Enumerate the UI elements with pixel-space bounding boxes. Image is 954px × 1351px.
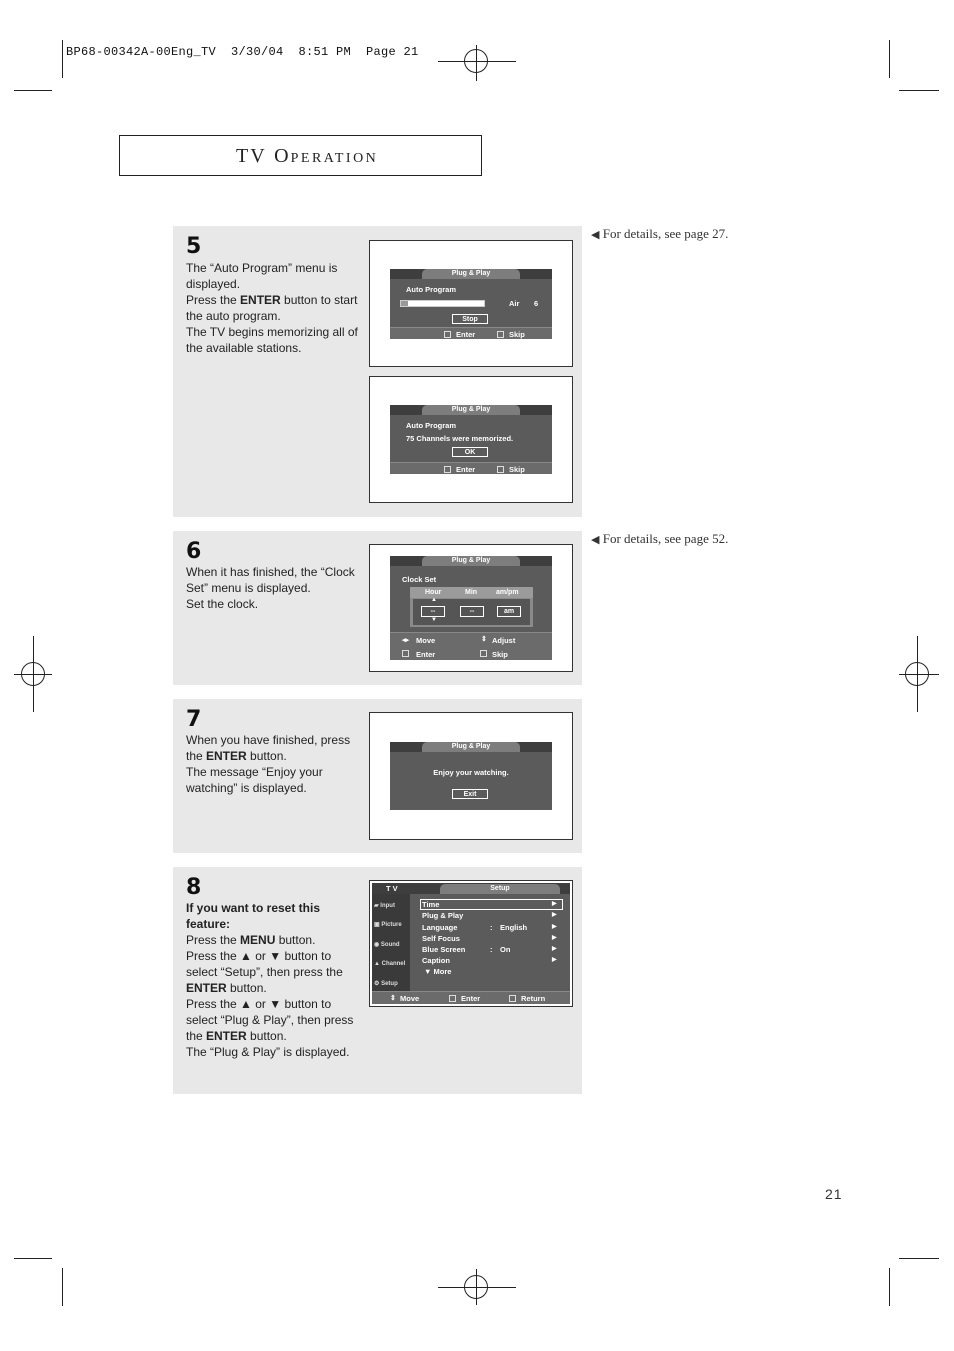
osd-label: Auto Program [406, 421, 457, 430]
osd-footer [390, 462, 552, 474]
input-icon: ▰ [374, 903, 379, 909]
screen-setup-menu [369, 880, 573, 1007]
ampm-field[interactable]: am [497, 606, 521, 617]
screen-clock-set [369, 544, 573, 672]
setup-item-caption[interactable]: Caption [422, 956, 450, 965]
osd-footer [390, 632, 552, 660]
screen-memorized [369, 376, 573, 503]
osd-menu [390, 556, 552, 660]
setup-item-plug-play[interactable]: Plug & Play [422, 911, 464, 920]
clock-set-label: Clock Set [402, 575, 437, 584]
osd-title: Plug & Play [422, 405, 520, 415]
registration-mark-left [14, 636, 52, 712]
left-right-icon: ◂▸ [402, 637, 410, 644]
return-label: Return [521, 994, 546, 1003]
sidebar-item-picture[interactable]: ▣ Picture [374, 922, 402, 928]
step-text: If you want to reset this feature: Press the MENU button. Press the ▲ or ▼ button to select “Setup”, then press the ENTER button. Press the ▲ or ▼ button to select “Plug & Play”, then press the ENTER button. The “Plug & Play” is displayed. [186, 901, 354, 1059]
arrow-left-icon: ◀ [591, 229, 600, 241]
osd-menu [390, 269, 552, 339]
step-text: The “Auto Program” menu is displayed. Press the ENTER button to start the auto program. The TV begins memorizing all of the available stations. [186, 261, 358, 355]
enter-icon [449, 995, 456, 1002]
separator: : [490, 923, 493, 932]
step-8-panel [173, 867, 582, 1094]
print-slug: BP68-00342A-00Eng_TV 3/30/04 8:51 PM Page 21 [66, 45, 419, 59]
clock-fields [410, 587, 533, 627]
section-title: TV OPERATION [236, 145, 379, 167]
setup-selection [420, 899, 563, 910]
separator: : [490, 945, 493, 954]
enter-icon [444, 331, 451, 338]
arrow-right-icon: ▶ [552, 957, 557, 963]
step-text: When it has finished, the “Clock Set” menu is displayed. Set the clock. [186, 565, 355, 611]
skip-label: Skip [509, 330, 525, 339]
step-number: 8 [186, 875, 202, 900]
skip-icon [497, 331, 504, 338]
channel-icon: ▲ [374, 961, 380, 967]
crop-mark [889, 40, 890, 78]
step-text: When you have finished, press the ENTER button. The message “Enjoy your watching” is displayed. [186, 733, 351, 795]
enjoy-message: Enjoy your watching. [433, 768, 509, 777]
crop-mark [14, 1258, 52, 1259]
up-down-icon: ⇕ [390, 995, 396, 1002]
air-label: Air [509, 299, 520, 308]
osd-label: Auto Program [406, 285, 457, 294]
osd-footer [372, 991, 570, 1004]
side-note: ◀ For details, see page 27. [591, 226, 729, 241]
skip-icon [497, 466, 504, 473]
arrow-right-icon: ▶ [552, 924, 557, 930]
down-arrow-icon[interactable]: ▼ [431, 617, 437, 623]
skip-icon [480, 650, 487, 657]
sidebar-item-setup[interactable]: ⚙ Setup [374, 981, 398, 987]
progress-bar [400, 300, 485, 307]
up-down-icon: ⇕ [481, 636, 487, 643]
stop-button[interactable]: Stop [452, 314, 488, 324]
move-label: Move [416, 636, 436, 645]
enter-label: Enter [416, 650, 436, 659]
setup-item-self-focus[interactable]: Self Focus [422, 934, 460, 943]
min-field[interactable]: -- [460, 606, 484, 617]
sidebar-item-channel[interactable]: ▲ Channel [374, 961, 406, 967]
section-title-box [119, 135, 482, 176]
arrow-left-icon: ◀ [591, 534, 600, 546]
tv-label: T V [386, 884, 398, 893]
crop-mark [62, 40, 63, 78]
setup-icon: ⚙ [374, 981, 380, 987]
enter-label: Enter [456, 330, 476, 339]
setup-item-language[interactable]: Language [422, 923, 458, 932]
osd-menu [372, 883, 570, 1004]
sound-icon: ◉ [374, 942, 380, 948]
sidebar-item-input[interactable]: ▰ Input [374, 903, 395, 909]
picture-icon: ▣ [374, 922, 380, 928]
enter-label: Enter [456, 465, 476, 474]
skip-label: Skip [509, 465, 525, 474]
osd-title: Plug & Play [422, 742, 520, 752]
setup-item-time[interactable]: Time [422, 900, 440, 909]
exit-button[interactable]: Exit [452, 789, 488, 799]
registration-mark-top [438, 45, 516, 81]
side-note: ◀ For details, see page 52. [591, 531, 729, 546]
step-6-panel [173, 531, 582, 685]
setup-sidebar [372, 894, 410, 991]
crop-mark [62, 1268, 63, 1306]
arrow-right-icon: ▶ [552, 901, 557, 907]
enter-label: Enter [461, 994, 481, 1003]
osd-menu [390, 405, 552, 474]
screen-auto-program [369, 240, 573, 367]
up-arrow-icon[interactable]: ▲ [431, 597, 437, 603]
step-7-panel [173, 699, 582, 853]
crop-mark [899, 90, 939, 91]
step-number: 6 [186, 539, 202, 564]
screen-enjoy [369, 712, 573, 840]
hour-field[interactable]: -- [421, 606, 445, 617]
blue-screen-value: On [500, 945, 511, 954]
osd-title: Plug & Play [422, 556, 520, 566]
enter-icon [402, 650, 409, 657]
registration-mark-bottom [438, 1269, 516, 1305]
enter-icon [444, 466, 451, 473]
registration-mark-right [899, 636, 939, 712]
memorized-message: 75 Channels were memorized. [406, 434, 514, 443]
ok-button[interactable]: OK [452, 447, 488, 457]
arrow-right-icon: ▶ [552, 912, 557, 918]
adjust-label: Adjust [492, 636, 516, 645]
crop-mark [889, 1268, 890, 1306]
ampm-header: am/pm [496, 589, 519, 596]
language-value: English [500, 923, 528, 932]
step-5-panel [173, 226, 582, 517]
sidebar-item-sound[interactable]: ◉ Sound [374, 942, 400, 948]
move-label: Move [400, 994, 420, 1003]
osd-menu [390, 742, 552, 810]
osd-footer [390, 327, 552, 339]
page-number: 21 [825, 1186, 843, 1202]
arrow-right-icon: ▶ [552, 946, 557, 952]
setup-item-blue-screen[interactable]: Blue Screen [422, 945, 466, 954]
crop-mark [14, 90, 52, 91]
channel-number: 6 [534, 299, 539, 308]
hour-header: Hour [425, 589, 442, 596]
arrow-right-icon: ▶ [552, 935, 557, 941]
crop-mark [899, 1258, 939, 1259]
step-number: 5 [186, 234, 202, 259]
osd-title: Setup [440, 884, 560, 894]
skip-label: Skip [492, 650, 508, 659]
osd-title: Plug & Play [422, 269, 520, 279]
step-number: 7 [186, 707, 202, 732]
more-item[interactable]: ▼ More [424, 967, 452, 976]
min-header: Min [465, 589, 478, 596]
return-icon [509, 995, 516, 1002]
